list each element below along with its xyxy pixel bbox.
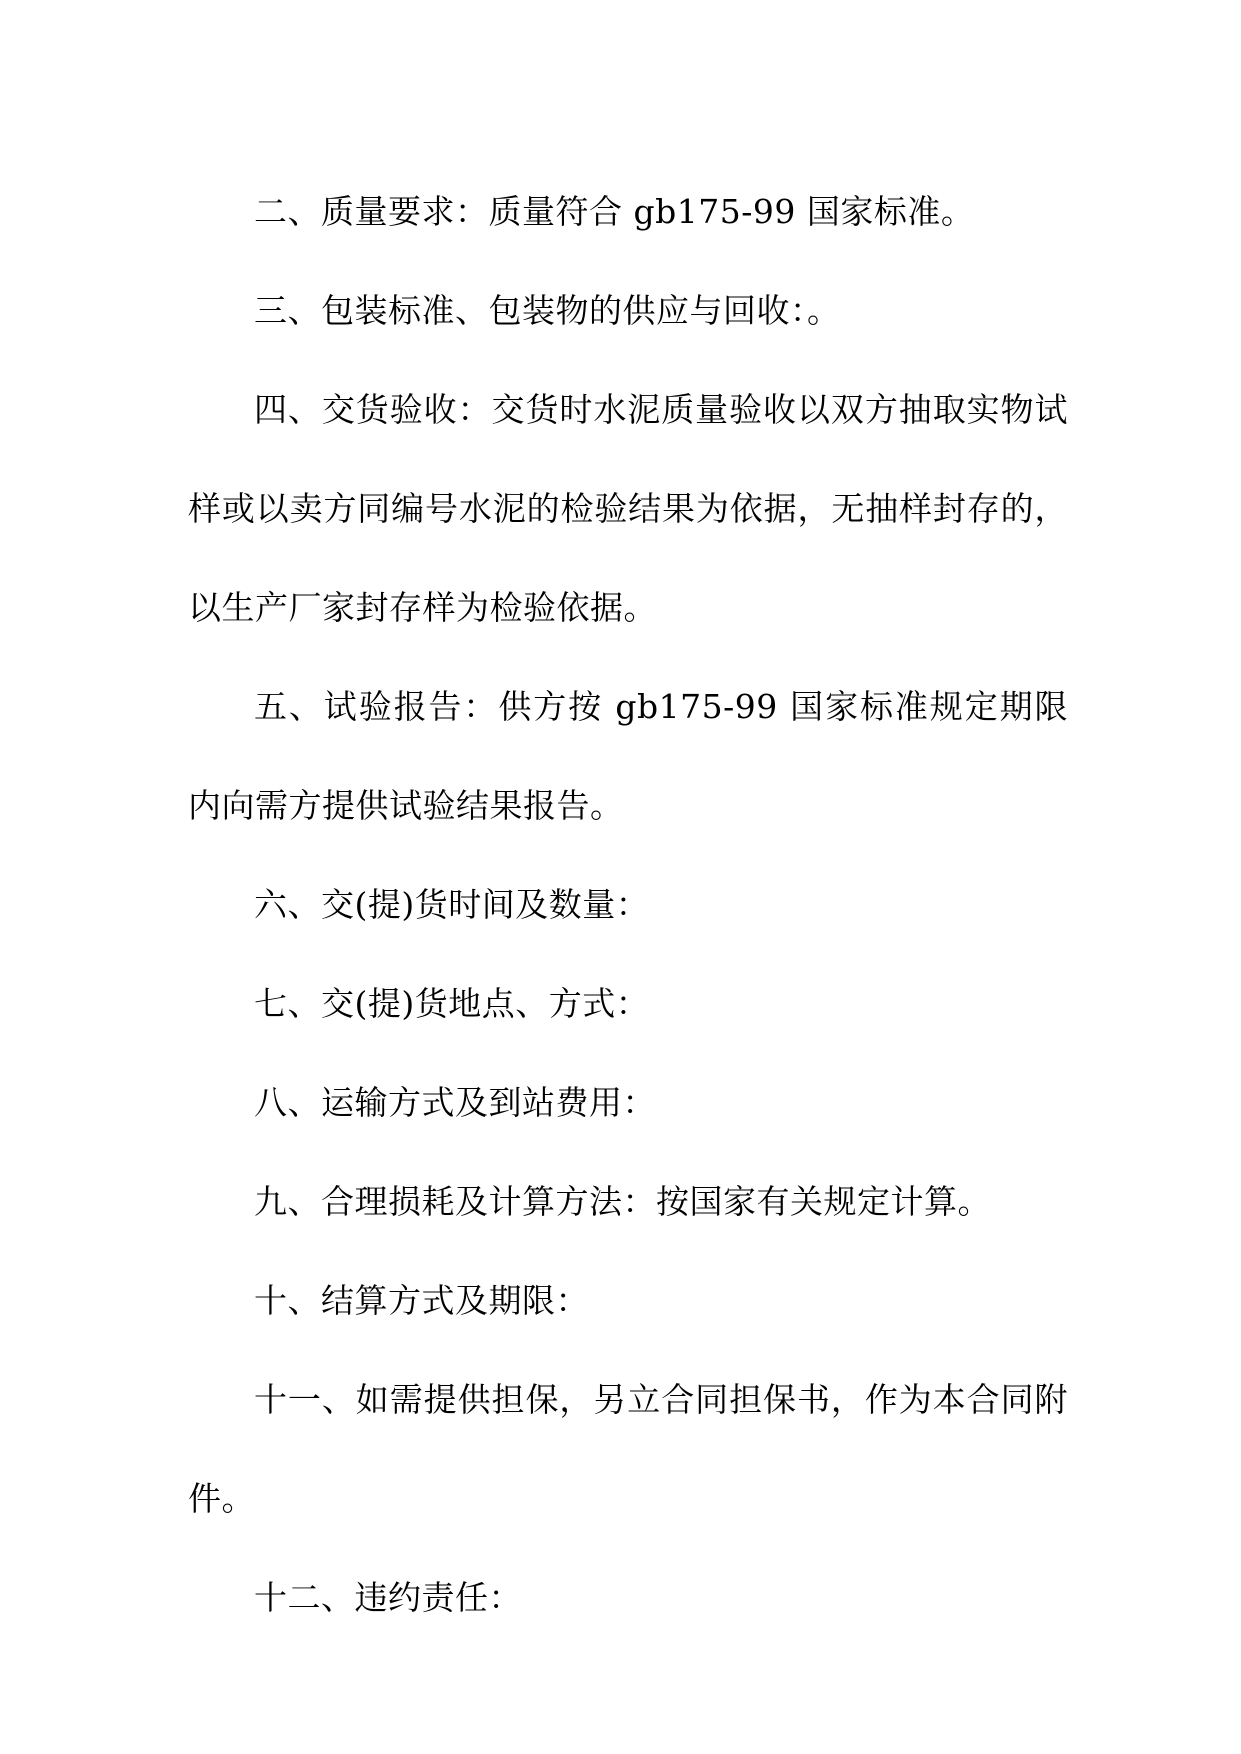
- paragraph-test-report: 五、试验报告：供方按 gb175-99 国家标准规定期限内向需方提供试验结果报告。: [188, 687, 1068, 825]
- paragraph-delivery-acceptance: 四、交货验收：交货时水泥质量验收以双方抽取实物试样或以卖方同编号水泥的检验结果为依据，无抽样封存的，以生产厂家封存样为检验依据。: [188, 390, 1068, 627]
- paragraph-quality-requirements: 二、质量要求：质量符合 gb175-99 国家标准。: [254, 192, 975, 231]
- paragraph-packaging-standards: 三、包装标准、包装物的供应与回收：。: [254, 291, 841, 330]
- paragraph-transport-method: 八、运输方式及到站费用：: [254, 1083, 656, 1122]
- paragraph-delivery-time-quantity: 六、交(提)货时间及数量：: [254, 885, 650, 924]
- document-body: [188, 162, 1068, 1647]
- paragraph-reasonable-loss: 九、合理损耗及计算方法：按国家有关规定计算。: [254, 1182, 991, 1221]
- paragraph-breach-liability: 十二、违约责任：: [254, 1578, 522, 1617]
- paragraph-guarantee: 十一、如需提供担保，另立合同担保书，作为本合同附件。: [188, 1380, 1068, 1518]
- paragraph-settlement-method: 十、结算方式及期限：: [254, 1281, 589, 1320]
- paragraph-delivery-location-method: 七、交(提)货地点、方式：: [254, 984, 650, 1023]
